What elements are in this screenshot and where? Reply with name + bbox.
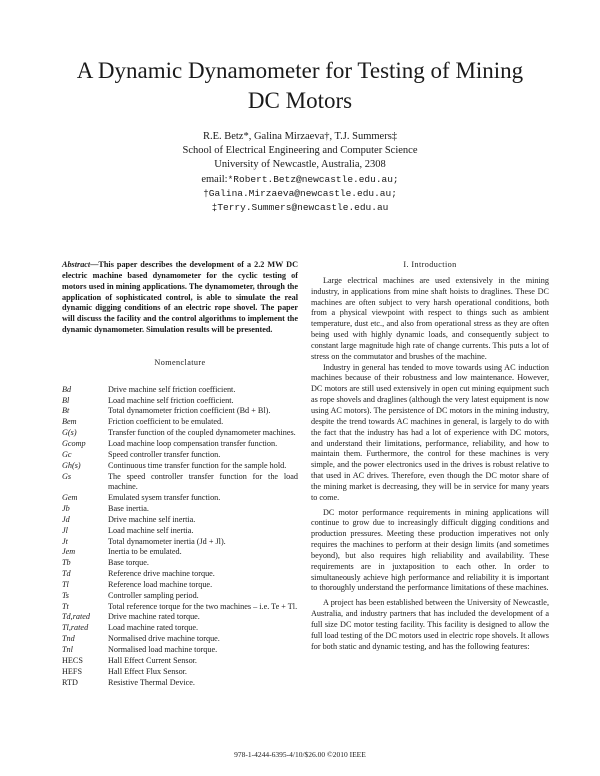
nomenclature-symbol: Jb <box>62 504 70 514</box>
nomenclature-definition: Hall Effect Current Sensor. <box>108 655 197 665</box>
nomenclature-definition: Reference drive machine torque. <box>108 569 215 579</box>
email-prefix: email: <box>201 173 228 185</box>
nomenclature-symbol: RTD <box>62 677 78 687</box>
email-summers: ‡Terry.Summers@newcastle.edu.au <box>211 202 389 214</box>
intro-paragraph-1: Large electrical machines are used extensively in the mining industry, in applications from mine shaft hoists to draglines. These DC machines are often subject to very harsh operational conditions, both from a physical viewpoint with respect to things such as ambient temperature, dust etc., and also from operational stress as they are often being used with highly dynamic loads, and consequently subject to constant large magnitude high rate of change currents. This puts a lot of stress on the commutator and brushes of the machine. <box>311 275 549 361</box>
nomenclature-row <box>62 526 298 537</box>
abstract-text: —This paper describes the development of a 2.2 MW DC electric machine based dynamometer for the cyclic testing of motors used in mining applications. The dynamometer, through the application of sophisticated control, is able to simulate the real dynamic digging conditions of an electric rope shovel. The paper will discuss the facility and the control algorithms to implement the dynamic dynamometer. Simulation results will be presented. <box>62 260 298 335</box>
left-column <box>62 260 298 688</box>
nomenclature-symbol: Ts <box>62 590 69 600</box>
abstract-label: Abstract <box>62 260 91 269</box>
nomenclature-symbol: Tt <box>62 601 69 611</box>
nomenclature-row <box>62 472 298 494</box>
right-column <box>311 260 549 653</box>
nomenclature-symbol: Jl <box>62 525 68 535</box>
nomenclature-definition: Friction coefficient to be emulated. <box>108 417 224 427</box>
nomenclature-row <box>62 558 298 569</box>
email-betz: *Robert.Betz@newcastle.edu.au; <box>227 173 399 185</box>
nomenclature-row <box>62 417 298 428</box>
author-block <box>80 130 520 215</box>
nomenclature-row <box>62 678 298 689</box>
nomenclature-definition: Base torque. <box>108 558 149 568</box>
nomenclature-definition: Load machine self inertia. <box>108 525 194 535</box>
nomenclature-symbol: Bt <box>62 406 70 416</box>
nomenclature-symbol: Bem <box>62 417 77 427</box>
nomenclature-definition: Drive machine rated torque. <box>108 612 200 622</box>
nomenclature-row <box>62 461 298 472</box>
nomenclature-row <box>62 612 298 623</box>
nomenclature-row <box>62 634 298 645</box>
copyright-footer: 978-1-4244-6395-4/10/$26.00 ©2010 IEEE <box>234 750 366 759</box>
affiliation-university: University of Newcastle, Australia, 2308 <box>214 159 386 171</box>
nomenclature-definition: Total reference torque for the two machines – i.e. Te + Tl. <box>108 601 298 611</box>
nomenclature-definition: Controller sampling period. <box>108 590 199 600</box>
nomenclature-definition: Drive machine self inertia. <box>108 514 196 524</box>
email-line-1 <box>80 173 520 187</box>
nomenclature-row <box>62 591 298 602</box>
nomenclature-definition: The speed controller transfer function for the load machine. <box>108 471 298 492</box>
nomenclature-symbol: Tb <box>62 558 71 568</box>
section-introduction-heading: I. Introduction <box>403 260 457 269</box>
nomenclature-definition: Reference load machine torque. <box>108 579 213 589</box>
nomenclature-definition: Normalised drive machine torque. <box>108 634 220 644</box>
nomenclature-row <box>62 450 298 461</box>
intro-paragraph-3: DC motor performance requirements in mining applications will continue to grow due to increasingly difficult digging conditions and production pressures. Meeting these production imperatives not only requires the machines to perform at their design limits (and sometimes beyond), but also requires high reliability and availability. These requirements are in juxtaposition to each other. In order to simultaneously achieve high performance and reliability it is important to thoroughly understand the performance limitations of these machines. <box>311 507 549 593</box>
nomenclature-row <box>62 406 298 417</box>
nomenclature-row <box>62 623 298 634</box>
nomenclature-definition: Transfer function of the coupled dynamometer machines. <box>108 428 296 438</box>
nomenclature-symbol: Gcomp <box>62 438 86 448</box>
nomenclature-row <box>62 602 298 613</box>
nomenclature-symbol: Jem <box>62 547 76 557</box>
nomenclature-list <box>62 385 298 689</box>
nomenclature-symbol: HEFS <box>62 666 83 676</box>
title-line-1: A Dynamic Dynamometer for Testing of Mining <box>76 58 524 83</box>
nomenclature-symbol: Td,rated <box>62 612 90 622</box>
nomenclature-definition: Normalised load machine torque. <box>108 645 218 654</box>
nomenclature-symbol: Tl <box>62 579 69 589</box>
nomenclature-row <box>62 515 298 526</box>
nomenclature-symbol: Tl,rated <box>62 623 89 633</box>
nomenclature-row <box>62 537 298 548</box>
nomenclature-definition: Resistive Thermal Device. <box>108 677 195 687</box>
nomenclature-symbol: Gem <box>62 493 78 503</box>
nomenclature-definition: Total dynamometer inertia (Jd + Jl). <box>108 536 226 546</box>
nomenclature-row <box>62 580 298 591</box>
nomenclature-definition: Load machine loop compensation transfer function. <box>108 438 278 448</box>
nomenclature-symbol: Gc <box>62 449 72 459</box>
nomenclature-symbol: Td <box>62 569 71 579</box>
nomenclature-symbol: Jt <box>62 536 68 546</box>
nomenclature-row <box>62 385 298 396</box>
nomenclature-definition: Load machine self friction coefficient. <box>108 395 234 405</box>
nomenclature-row <box>62 504 298 515</box>
nomenclature-definition: Hall Effect Flux Sensor. <box>108 666 187 676</box>
nomenclature-symbol: Bl <box>62 395 70 405</box>
author-names: R.E. Betz*, Galina Mirzaeva†, T.J. Summers‡ <box>202 131 398 142</box>
nomenclature-symbol: HECS <box>62 655 83 665</box>
nomenclature-definition: Continuous time transfer function for the sample hold. <box>108 460 287 470</box>
nomenclature-row <box>62 667 298 678</box>
nomenclature-symbol: Gs <box>62 471 72 481</box>
intro-paragraph-2: Industry in general has tended to move towards using AC induction machines because of their robustness and low maintenance. However, DC motors are still used extensively in open cut mining equipment such as rope shovels and draglines (although the very latest equipment is now using AC motors). The persistence of DC motors in the mining industry, despite the trend towards AC machines in general, is largely to do with the fact that the industry has had a lot of experience with DC motors, and understand their limitations, performance, reliability, and how to maintain them. Furthermore, the control for these machines is very simple, and the power electronics used in the drives is robust relative to that used in AC drives. Therefore, even though the DC motor share of the mining market is decreasing, they will be in service for many years to come. <box>311 362 549 502</box>
nomenclature-row <box>62 569 298 580</box>
nomenclature-symbol: G(s) <box>62 428 77 438</box>
nomenclature-definition: Base inertia. <box>108 504 149 514</box>
nomenclature-symbol: Jd <box>62 514 70 524</box>
nomenclature-symbol: Tnl <box>62 645 73 654</box>
nomenclature-definition: Total dynamometer friction coefficient (Bd + Bl). <box>108 406 271 416</box>
affiliation-school: School of Electrical Engineering and Computer Science <box>182 145 418 157</box>
nomenclature-heading: Nomenclature <box>154 357 206 367</box>
nomenclature-row <box>62 645 298 656</box>
nomenclature-row <box>62 547 298 558</box>
nomenclature-symbol: Bd <box>62 384 72 394</box>
nomenclature-row <box>62 493 298 504</box>
intro-paragraph-4: A project has been established between the University of Newcastle, Australia, and industry partners that has included the development of a full size DC motor testing facility. This facility is designed to allow the full load testing of the DC motors used in electric rope shovels. It allows for both static and dynamic testing, and has the following features: <box>311 598 549 651</box>
nomenclature-row <box>62 428 298 439</box>
nomenclature-row <box>62 439 298 450</box>
abstract <box>62 260 298 336</box>
nomenclature-row <box>62 656 298 667</box>
nomenclature-definition: Load machine rated torque. <box>108 623 199 633</box>
nomenclature-definition: Inertia to be emulated. <box>108 547 182 557</box>
nomenclature-symbol: Tnd <box>62 634 75 644</box>
nomenclature-definition: Drive machine self friction coefficient. <box>108 384 236 394</box>
title-line-2: DC Motors <box>247 88 353 113</box>
nomenclature-definition: Speed controller transfer function. <box>108 449 221 459</box>
nomenclature-definition: Emulated sysem transfer function. <box>108 493 221 503</box>
email-mirzaeva: †Galina.Mirzaeva@newcastle.edu.au; <box>203 187 397 199</box>
nomenclature-symbol: Gh(s) <box>62 460 81 470</box>
paper-title <box>40 56 560 116</box>
nomenclature-row <box>62 396 298 407</box>
